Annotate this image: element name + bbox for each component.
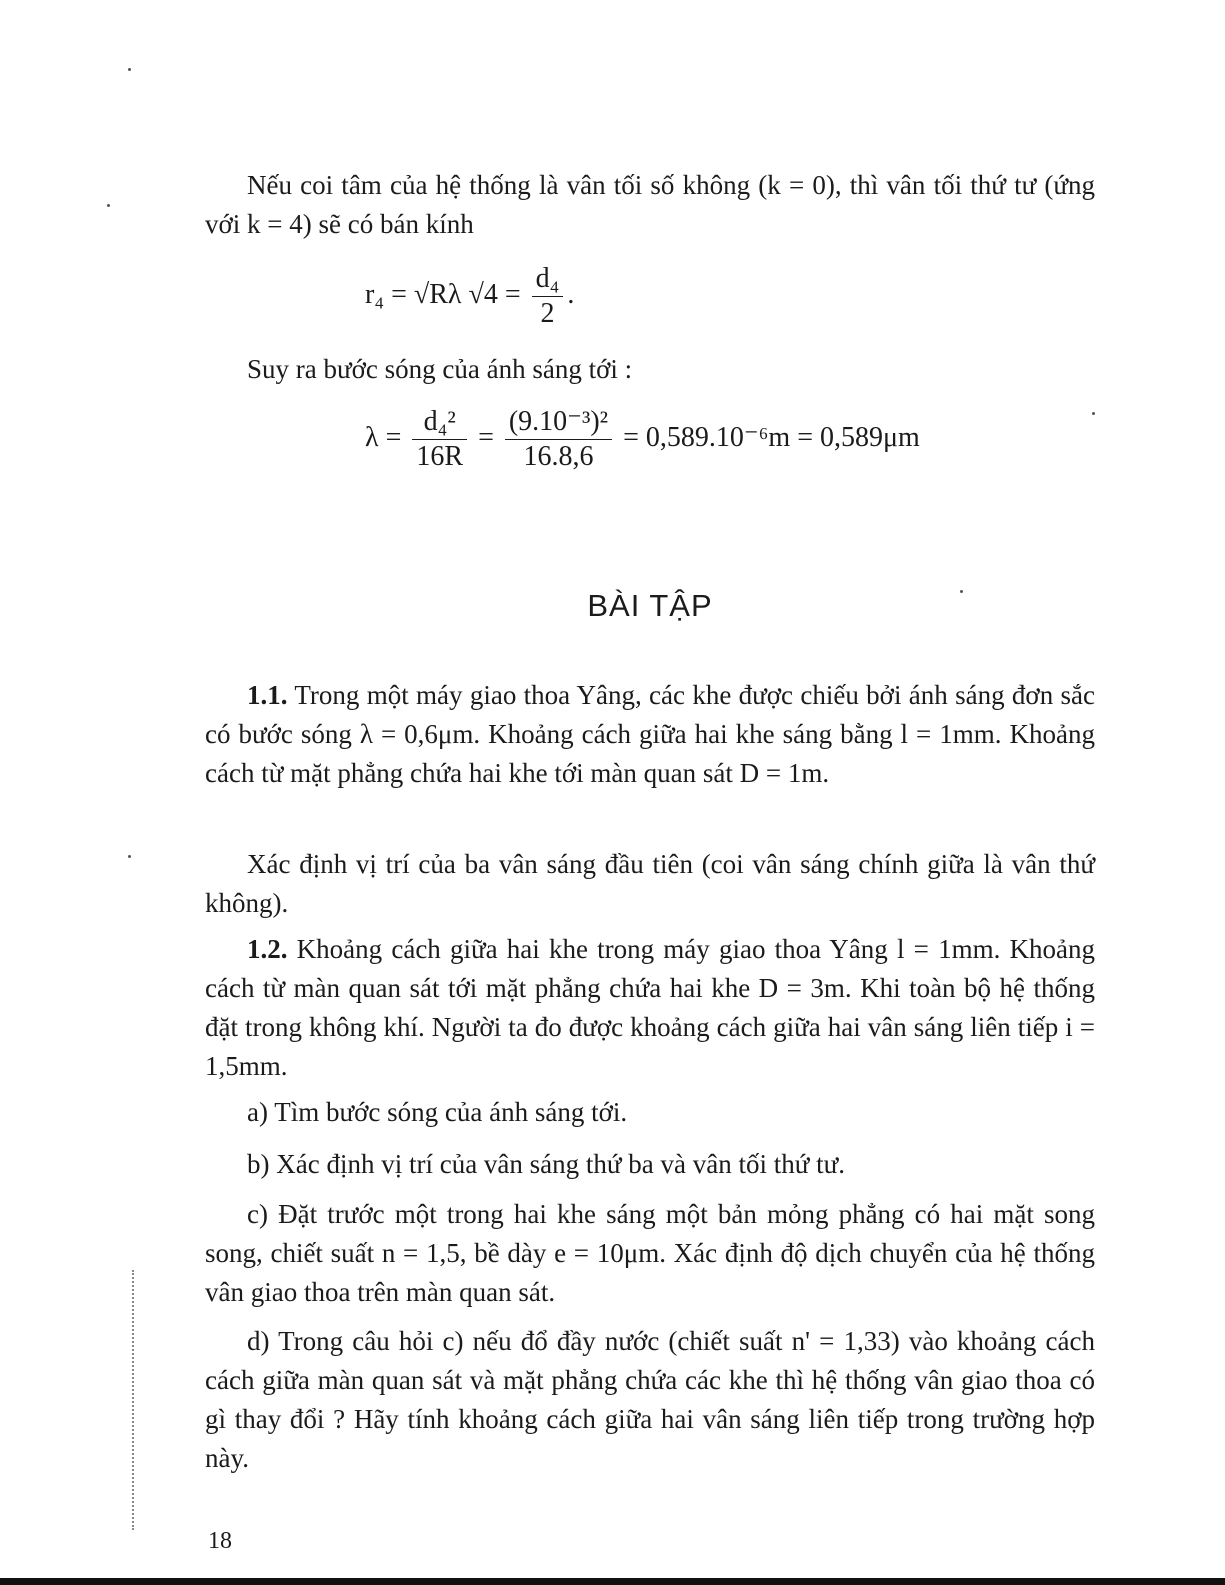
exercise-1-2-text: Khoảng cách giữa hai khe trong máy giao thoa Yâng l = 1mm. Khoảng cách từ màn quan sát tới mặt phẳng chứa hai khe D = 3m. Khi toàn bộ hệ thống đặt trong không khí. Người ta đo được khoảng cách giữa hai vân sáng liên tiếp i = 1,5mm. — [205, 934, 1095, 1081]
equation-wavelength-rhs: = 0,589.10⁻⁶m = 0,589μm — [623, 421, 920, 453]
scan-speck — [128, 68, 131, 71]
equation-wavelength-fraction-1 — [412, 405, 467, 474]
scan-speck — [960, 590, 963, 593]
exercise-1-1-number: 1.1. — [247, 680, 288, 710]
exercise-1-2-number: 1.2. — [247, 934, 288, 964]
scan-margin-dots — [132, 1270, 138, 1530]
intro-paragraph-2: Suy ra bước sóng của ánh sáng tới : — [247, 354, 633, 384]
equation-wavelength-numerator-2: (9.10⁻³)² — [505, 405, 612, 440]
equation-radius-denominator: 2 — [540, 298, 555, 329]
exercise-1-2-part-b: b) Xác định vị trí của vân sáng thứ ba và vân tối thứ tư. — [247, 1149, 846, 1179]
exercise-1-1-question: Xác định vị trí của ba vân sáng đầu tiên (coi vân sáng chính giữa là vân thứ không). — [205, 849, 1095, 918]
equation-wavelength-lhs: λ = — [365, 421, 402, 453]
scan-speck — [128, 855, 131, 858]
equation-wavelength — [365, 405, 920, 474]
section-title: BÀI TẬP — [587, 588, 713, 623]
equation-radius-numerator: d₄ — [532, 262, 564, 297]
scan-speck — [107, 204, 110, 207]
equation-wavelength-numerator-1: d₄² — [412, 405, 467, 440]
equation-radius-fraction — [532, 262, 564, 331]
equation-wavelength-denominator-1: 16R — [416, 441, 464, 472]
equation-radius-tail: . — [567, 278, 575, 310]
equation-radius — [365, 262, 574, 331]
exercise-1-1-text: Trong một máy giao thoa Yâng, các khe được chiếu bởi ánh sáng đơn sắc có bước sóng λ = 0,6μm. Khoảng cách giữa hai khe sáng bằng l = 1mm. Khoảng cách từ mặt phẳng chứa hai khe tới màn quan sát D = 1m. — [205, 680, 1095, 788]
exercise-1-2 — [205, 930, 1095, 1086]
page-number: 18 — [208, 1528, 232, 1554]
equation-wavelength-equals: = — [478, 421, 494, 453]
equation-wavelength-fraction-2 — [505, 405, 612, 474]
exercise-1-2-part-d: d) Trong câu hỏi c) nếu đổ đầy nước (chiết suất n' = 1,33) vào khoảng cách cách giữa màn quan sát và mặt phẳng chứa các khe thì hệ thống vân giao thoa có gì thay đổi ? Hãy tính khoảng cách giữa hai vân sáng liên tiếp trong trường hợp này. — [205, 1326, 1095, 1473]
exercise-1-1 — [205, 676, 1095, 793]
equation-wavelength-denominator-2: 16.8,6 — [523, 441, 594, 472]
exercise-1-2-part-c: c) Đặt trước một trong hai khe sáng một bản mỏng phẳng có hai mặt song song, chiết suất n = 1,5, bề dày e = 10μm. Xác định độ dịch chuyển của hệ thống vân giao thoa trên màn quan sát. — [205, 1199, 1095, 1307]
intro-paragraph: Nếu coi tâm của hệ thống là vân tối số không (k = 0), thì vân tối thứ tư (ứng với k = 4) sẽ có bán kính — [205, 170, 1095, 239]
equation-radius-lhs: r₄ = √Rλ √4 = — [365, 278, 521, 310]
exercise-1-2-part-a: a) Tìm bước sóng của ánh sáng tới. — [247, 1097, 628, 1127]
scan-bottom-edge — [0, 1578, 1225, 1585]
scan-speck — [1092, 412, 1095, 415]
